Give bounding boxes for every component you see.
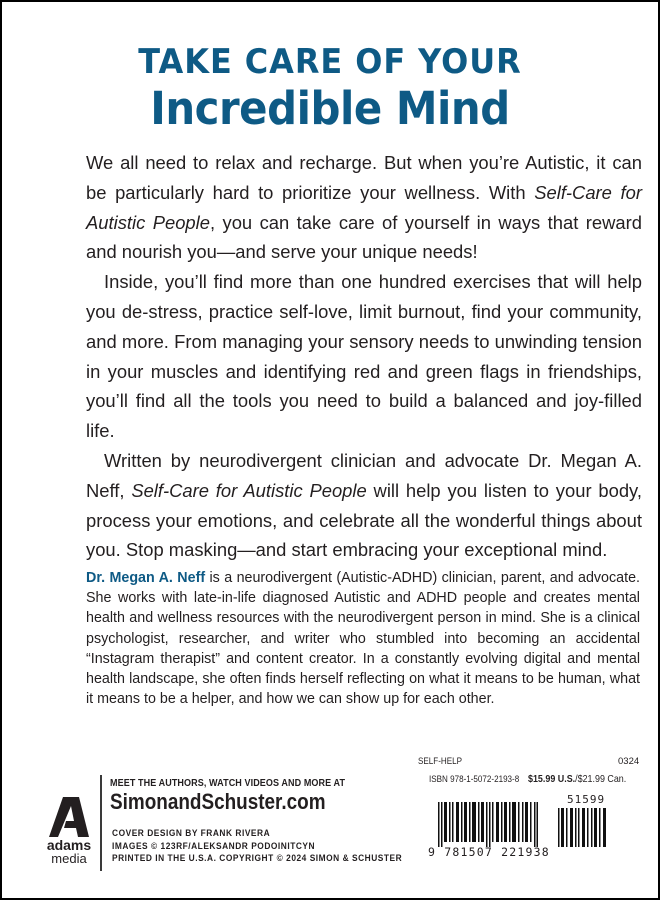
book-title-italic: Self-Care for Autistic People xyxy=(131,479,367,501)
adams-a-icon xyxy=(49,797,89,837)
price xyxy=(528,773,626,785)
author-bio xyxy=(86,568,640,709)
book-title-italic: Self-Care for Autistic People xyxy=(86,181,642,233)
publisher-name-adams: adams xyxy=(46,837,92,853)
description-paragraph-1 xyxy=(86,148,642,267)
publisher-name-media: media xyxy=(51,851,87,866)
book-description xyxy=(86,148,642,565)
isbn-barcode-icon xyxy=(438,802,538,847)
credit-line: COVER DESIGN BY FRANK RIVERA xyxy=(112,828,271,839)
description-paragraph-3 xyxy=(86,446,642,565)
paragraph-text: We all need to relax and recharge. But when you’re Autistic, it can be particularly hard to prioritize your wellness. With xyxy=(86,152,642,203)
description-paragraph-2: Inside, you’ll find more than one hundred exercises that will help you de-stress, practice self-love, limit burnout, find your community, and more. From managing your sensory needs to unwinding tension in your muscles and identifying red and green flags in friendships, you’ll find all the tools you need to build a balanced and joy-filled life. xyxy=(86,271,642,442)
category-label: SELF-HELP xyxy=(418,756,462,767)
paragraph-text: , you can take care of yourself in ways that reward and nourish you—and serve your unique needs! xyxy=(86,211,642,263)
vertical-divider xyxy=(100,775,102,871)
isbn-barcode-digits: 9 781507 221938 xyxy=(428,845,550,859)
credit-line: IMAGES © 123RF/ALEKSANDR PODOINITCYN xyxy=(112,840,316,852)
headline-line-2: Incredible Mind xyxy=(150,82,510,135)
credits xyxy=(112,828,402,866)
headline-line-1: TAKE CARE OF YOUR xyxy=(138,42,522,82)
print-code: 0324 xyxy=(618,756,640,767)
price-us: $15.99 U.S. xyxy=(528,773,576,785)
price-barcode-icon xyxy=(558,808,608,847)
publisher-website-link[interactable]: SimonandSchuster.com xyxy=(110,789,326,814)
publisher-logo xyxy=(45,797,93,865)
paragraph-text: Written by neurodivergent clinician and advocate Dr. Megan A. Neff, xyxy=(86,449,642,501)
author-bio-text: is a neurodivergent (Autistic-ADHD) clinician, parent, and advocate. She works with late-in-life diagnosed Autistic and ADHD people and creates mental health and wellness resources with the neurodivergent person in mind. She is a clinical psychologist, researcher, and writer who stumbled into becoming an accidental “Instagram therapist” and content creator. In a constantly evolving digital and mental health landscape, she often finds herself reflecting on what it means to be human, what it means to be a helper, and how we can show up for each other. xyxy=(86,570,640,708)
book-back-cover xyxy=(2,2,658,898)
paragraph-text: will help you listen to your body, process your emotions, and celebrate all the wonderful things about you. Stop masking—and start embracing your exceptional mind. xyxy=(86,479,642,561)
price-barcode-digits: 51599 xyxy=(567,793,606,806)
price-can: /$21.99 Can. xyxy=(575,773,627,785)
isbn: ISBN 978-1-5072-2193-8 xyxy=(429,774,520,785)
credit-line: PRINTED IN THE U.S.A. COPYRIGHT © 2024 SIMON & SCHUSTER xyxy=(112,853,403,864)
promo-text: MEET THE AUTHORS, WATCH VIDEOS AND MORE AT xyxy=(110,777,346,789)
author-name: Dr. Megan A. Neff xyxy=(86,570,206,586)
